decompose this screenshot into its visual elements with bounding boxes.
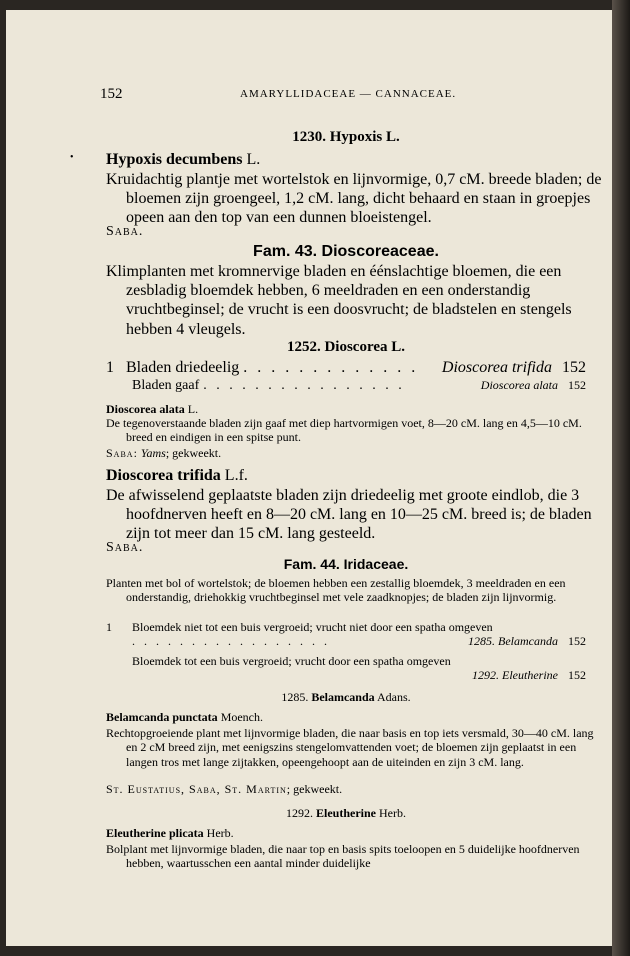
genus-heading-hypoxis: 1230. Hypoxis L. [292,129,400,145]
key-row [106,358,586,377]
key-result: 1285. Belamcanda [468,634,558,649]
species-description: Bolplant met lijnvormige bladen, die naar top en basis spits toeloopen en 5 duidelijke hoofdnerven hebben, waartusschen een aantal minder duidelijke [106,842,580,871]
species-distribution: Saba. [106,540,144,555]
key-text: Bloemdek tot een buis vergroeid; vrucht door een spatha omgeven [132,654,451,668]
species-eleutherine-plicata [106,826,586,840]
key-result: Dioscorea alata [480,378,558,392]
key-result: Dioscorea trifida [441,359,552,376]
species-author: L. [246,151,261,168]
species-author: Herb. [206,826,234,840]
species-distribution: Saba. [106,224,144,239]
species-name: Eleutherine plicata [106,826,204,840]
species-name: Dioscorea alata [106,402,185,416]
genus-heading-eleutherine: 1292. Eleutherine Herb. [286,806,406,820]
key-number: 1 [106,620,112,634]
species-author: L.f. [224,467,248,484]
key-leader: . . . . . . . . . . . . . . . . . [132,634,330,649]
family-description: Klimplanten met kromnervige bladen en éénslachtige bloemen, die een zesbladig bloemdek hebben, 6 meeldraden en een onderstandig vruchtbeginsel; de vrucht is een doosvrucht; de bladstelen en stengels hebben 4 vleugels. [106,263,572,338]
species-belamcanda-punctata [106,710,586,724]
key-page: 152 [562,359,586,376]
species-hypoxis-decumbens [106,150,586,169]
key-text: Bladen driedeelig [126,359,240,376]
family-description: Planten met bol of wortelstok; de bloemen hebben een zestallig bloemdek, 3 meeldraden en een onderstandig, driehokkig vruchtbeginsel met vele zaadknopjes; de bladen zijn lijnvormig. [106,576,566,605]
key-result: 1292. Eleutherine [472,668,558,683]
page-number: 152 [100,86,123,102]
species-name: Belamcanda punctata [106,710,218,724]
species-description: De tegenoverstaande bladen zijn gaaf met diep hartvormigen voet, 8—20 cM. lang en 4,5—10 cM. breed en eindigen in een spitse punt. [106,416,582,445]
key-row [106,378,586,395]
genus-heading-belamcanda: 1285. Belamcanda Adans. [281,690,411,704]
key-leader: . . . . . . . . . . . . . [243,359,419,376]
species-distribution: Saba: Yams; gekweekt. [106,446,222,460]
family-heading-43: Fam. 43. Dioscoreaceae. [253,243,439,260]
key-text: Bloemdek niet tot een buis vergroeid; vrucht niet door een spatha omgeven [132,620,493,634]
species-description: De afwisselend geplaatste bladen zijn driedeelig met groote eindlob, die 3 hoofdnerven heeft en 8—20 cM. lang en 10—25 cM. breed is; de bladen zijn tot meer dan 15 cM. lang gesteeld. [106,487,592,543]
margin-dot: • [70,152,74,163]
running-title: AMARYLLIDACEAE — CANNACEAE. [240,88,457,100]
species-distribution: St. Eustatius, Saba, St. Martin; gekweekt. [106,782,343,796]
species-author: Moench. [220,710,264,724]
key-leader: . . . . . . . . . . . . . . . . [203,378,405,393]
species-name: Dioscorea trifida [106,467,221,484]
key-text: Bladen gaaf [132,378,200,393]
species-dioscorea-trifida [106,466,586,485]
species-description: Kruidachtig plantje met wortelstok en lijnvormige, 0,7 cM. breede bladen; de bloemen zijn groengeel, 1,2 cM. lang, dicht behaard en staan in groepjes opeen aan den top van een dunnen bloeistengel. [106,171,602,227]
genus-heading-dioscorea: 1252. Dioscorea L. [286,339,406,355]
key-number: 1 [106,359,114,376]
key-page: 152 [568,378,586,392]
species-dioscorea-alata [106,402,586,416]
species-description: Rechtopgroeiende plant met lijnvormige bladen, die naar basis en top iets versmald, 30—40 cM. lang en 2 cM breed zijn, met eenigszins stengelomvattenden voet; de bloemen zijn geplaatst in een langen tros met lange zijtakken, opeengehoopt aan de uiteinden en zijn 3 cM. lang. [106,726,594,769]
key-row [106,620,586,649]
key-row [106,654,586,683]
book-spine [612,0,630,956]
species-name: Hypoxis decumbens [106,151,243,168]
species-author: L. [187,402,199,416]
key-page: 152 [568,634,586,649]
family-heading-44: Fam. 44. Iridaceae. [283,556,409,572]
key-page: 152 [568,668,586,683]
